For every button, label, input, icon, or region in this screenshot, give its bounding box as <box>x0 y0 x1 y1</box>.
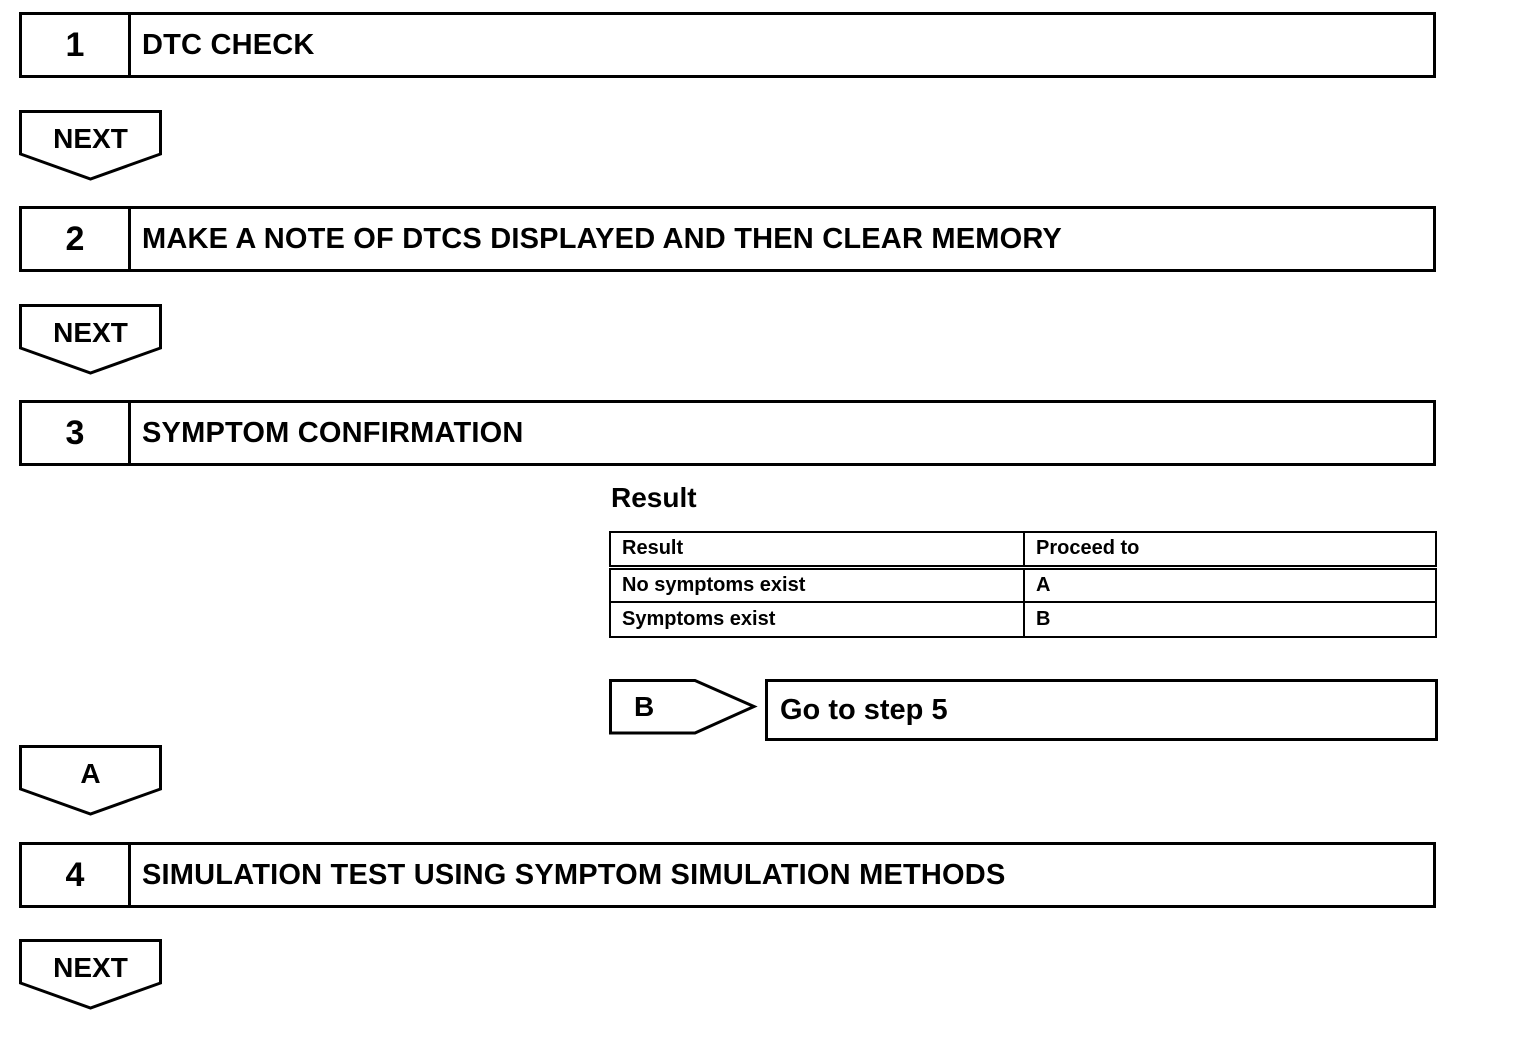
result-cell: No symptoms exist <box>610 567 1024 602</box>
next-arrow-2 <box>19 304 162 376</box>
arrow-label: NEXT <box>53 123 128 154</box>
step-title: SIMULATION TEST USING SYMPTOM SIMULATION METHODS <box>142 858 1006 891</box>
table-row <box>610 567 1436 602</box>
step-3-box <box>19 400 1436 466</box>
column-header-proceed-to: Proceed to <box>1024 532 1436 567</box>
step-title: SYMPTOM CONFIRMATION <box>142 416 524 449</box>
step-2-box <box>19 206 1436 272</box>
a-arrow <box>19 745 162 817</box>
step-4-box <box>19 842 1436 908</box>
step-number: 2 <box>22 209 131 269</box>
goto-step-box: Go to step 5 <box>765 679 1438 741</box>
step-number: 1 <box>22 15 131 75</box>
proceed-cell: A <box>1024 567 1436 602</box>
result-heading: Result <box>611 482 697 513</box>
arrow-label: NEXT <box>53 317 128 348</box>
result-table <box>609 531 1437 638</box>
arrow-label: NEXT <box>53 952 128 983</box>
step-1-box <box>19 12 1436 78</box>
step-number: 4 <box>22 845 131 905</box>
proceed-cell: B <box>1024 602 1436 637</box>
branch-label: B <box>634 691 655 722</box>
table-header-row <box>610 532 1436 567</box>
step-title: MAKE A NOTE OF DTCS DISPLAYED AND THEN CLEAR MEMORY <box>142 222 1062 255</box>
step-number: 3 <box>22 403 131 463</box>
next-arrow-1 <box>19 110 162 182</box>
branch-b-arrow <box>609 679 759 735</box>
arrow-label: A <box>80 758 101 789</box>
table-row <box>610 602 1436 637</box>
result-cell: Symptoms exist <box>610 602 1024 637</box>
right-arrow-shape <box>609 679 759 735</box>
column-header-result: Result <box>610 532 1024 567</box>
next-arrow-3 <box>19 939 162 1011</box>
step-title: DTC CHECK <box>142 28 315 61</box>
